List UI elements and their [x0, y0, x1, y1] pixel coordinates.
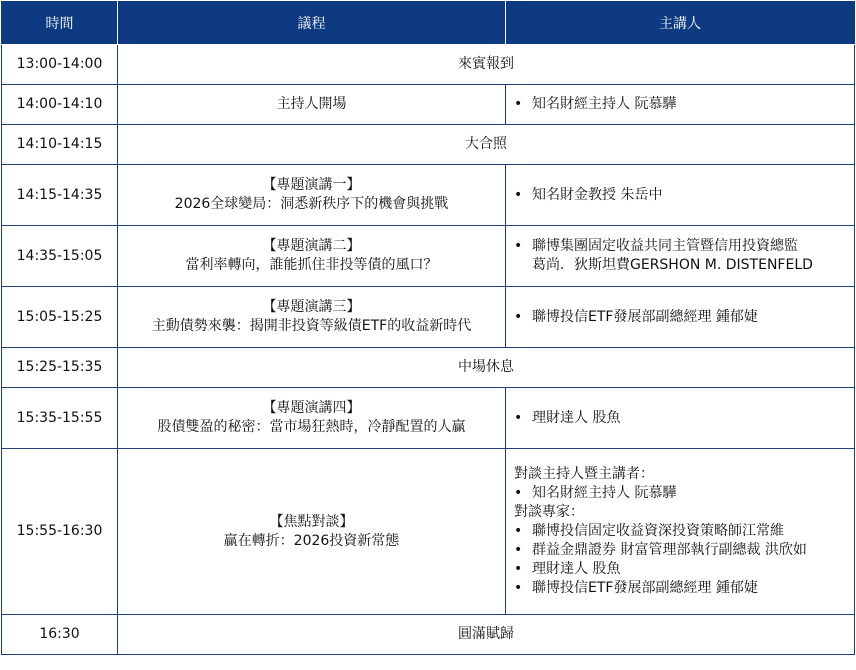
- session-label: 【專題演講四】: [262, 400, 361, 416]
- table-row: [2, 388, 855, 449]
- agenda-cell: [118, 449, 506, 615]
- speaker-name: 理財達人 股魚: [532, 561, 621, 577]
- speaker-item: • 知名財經主持人 阮慕驊: [514, 485, 677, 501]
- header-agenda: 議程: [118, 2, 506, 45]
- time-cell: 13:00-14:00: [2, 45, 118, 85]
- speaker-cell: [506, 287, 855, 348]
- session-title: 股債雙盈的秘密：當市場狂熱時，冷靜配置的人贏: [157, 419, 466, 435]
- agenda-cell: 圓滿賦歸: [118, 615, 855, 655]
- agenda-cell: 中場休息: [118, 348, 855, 388]
- agenda-cell: [118, 165, 506, 226]
- time-cell: 14:10-14:15: [2, 125, 118, 165]
- session-label: 【專題演講三】: [262, 299, 361, 315]
- table-row: [2, 449, 855, 615]
- panel-host-title: 對談主持人暨主講者：: [514, 466, 654, 482]
- speaker-cell: [506, 388, 855, 449]
- session-title: 當利率轉向，誰能抓住非投等債的風口？: [185, 257, 438, 273]
- speaker-title: 聯博集團固定收益共同主管暨信用投資總監: [532, 238, 798, 254]
- table-row: [2, 45, 855, 85]
- time-cell: 16:30: [2, 615, 118, 655]
- speaker-item: • 群益金鼎證券 財富管理部執行副總裁 洪欣如: [514, 542, 807, 558]
- speaker-name: 知名財經主持人 阮慕驊: [532, 485, 677, 501]
- agenda-cell: 大合照: [118, 125, 855, 165]
- speaker-item: • 聯博投信ETF發展部副總經理 鍾郁婕: [514, 580, 758, 596]
- agenda-cell: [118, 287, 506, 348]
- session-title: 主動債勢來襲：揭開非投資等級債ETF的收益新時代: [151, 318, 472, 334]
- agenda-cell: [118, 388, 506, 449]
- table-row: [2, 165, 855, 226]
- time-cell: 15:35-15:55: [2, 388, 118, 449]
- agenda-cell: 來賓報到: [118, 45, 855, 85]
- speaker-item: • 知名財金教授 朱岳中: [514, 186, 663, 203]
- agenda-cell: 主持人開場: [118, 85, 506, 125]
- speaker-name: 聯博投信固定收益資深投資策略師江常維: [532, 523, 784, 539]
- table-row: [2, 287, 855, 348]
- table-row: [2, 125, 855, 165]
- speaker-name: 知名財經主持人 阮慕驊: [532, 96, 677, 112]
- speaker-name: 群益金鼎證券 財富管理部執行副總裁 洪欣如: [532, 542, 807, 558]
- header-time: 時間: [2, 2, 118, 45]
- speaker-cell: [506, 226, 855, 287]
- time-cell: 14:35-15:05: [2, 226, 118, 287]
- time-cell: 15:05-15:25: [2, 287, 118, 348]
- panel-experts-title: 對談專家：: [514, 504, 584, 520]
- time-cell: 15:25-15:35: [2, 348, 118, 388]
- speaker-cell: [506, 165, 855, 226]
- header-row: [2, 2, 855, 45]
- speaker-name: 聯博投信ETF發展部副總經理 鍾郁婕: [532, 308, 758, 325]
- table-row: [2, 615, 855, 655]
- speaker-item: • 知名財經主持人 阮慕驊: [514, 96, 677, 112]
- speaker-cell: [506, 85, 855, 125]
- speaker-item: • 理財達人 股魚: [514, 409, 621, 426]
- speaker-name: 知名財金教授 朱岳中: [532, 186, 663, 203]
- speaker-name: 聯博投信ETF發展部副總經理 鍾郁婕: [532, 580, 758, 596]
- time-cell: 14:15-14:35: [2, 165, 118, 226]
- speaker-lines: [532, 237, 813, 275]
- speaker-cell: [506, 449, 855, 615]
- time-cell: 15:55-16:30: [2, 449, 118, 615]
- table-row: [2, 226, 855, 287]
- speaker-item: • 聯博投信ETF發展部副總經理 鍾郁婕: [514, 308, 758, 325]
- session-title: 贏在轉折：2026投資新常態: [223, 532, 400, 549]
- speaker-item: • 聯博投信固定收益資深投資策略師江常維: [514, 523, 784, 539]
- header-speaker: 主講人: [506, 2, 855, 45]
- session-title: 2026全球變局：洞悉新秩序下的機會與挑戰: [174, 196, 449, 212]
- session-label: 【焦點對談】: [269, 513, 354, 530]
- session-label: 【專題演講一】: [262, 177, 361, 193]
- speaker-item: • 聯博集團固定收益共同主管暨信用投資總監 葛尚．狄斯坦費GERSHON M. DISTENFELD: [514, 238, 813, 273]
- session-label: 【專題演講二】: [262, 238, 361, 254]
- agenda-table: [1, 1, 855, 655]
- speaker-name: 葛尚．狄斯坦費GERSHON M. DISTENFELD: [532, 257, 813, 273]
- speaker-name: 理財達人 股魚: [532, 409, 621, 426]
- time-cell: 14:00-14:10: [2, 85, 118, 125]
- table-row: [2, 348, 855, 388]
- table-row: [2, 85, 855, 125]
- speaker-item: • 理財達人 股魚: [514, 561, 621, 577]
- agenda-cell: [118, 226, 506, 287]
